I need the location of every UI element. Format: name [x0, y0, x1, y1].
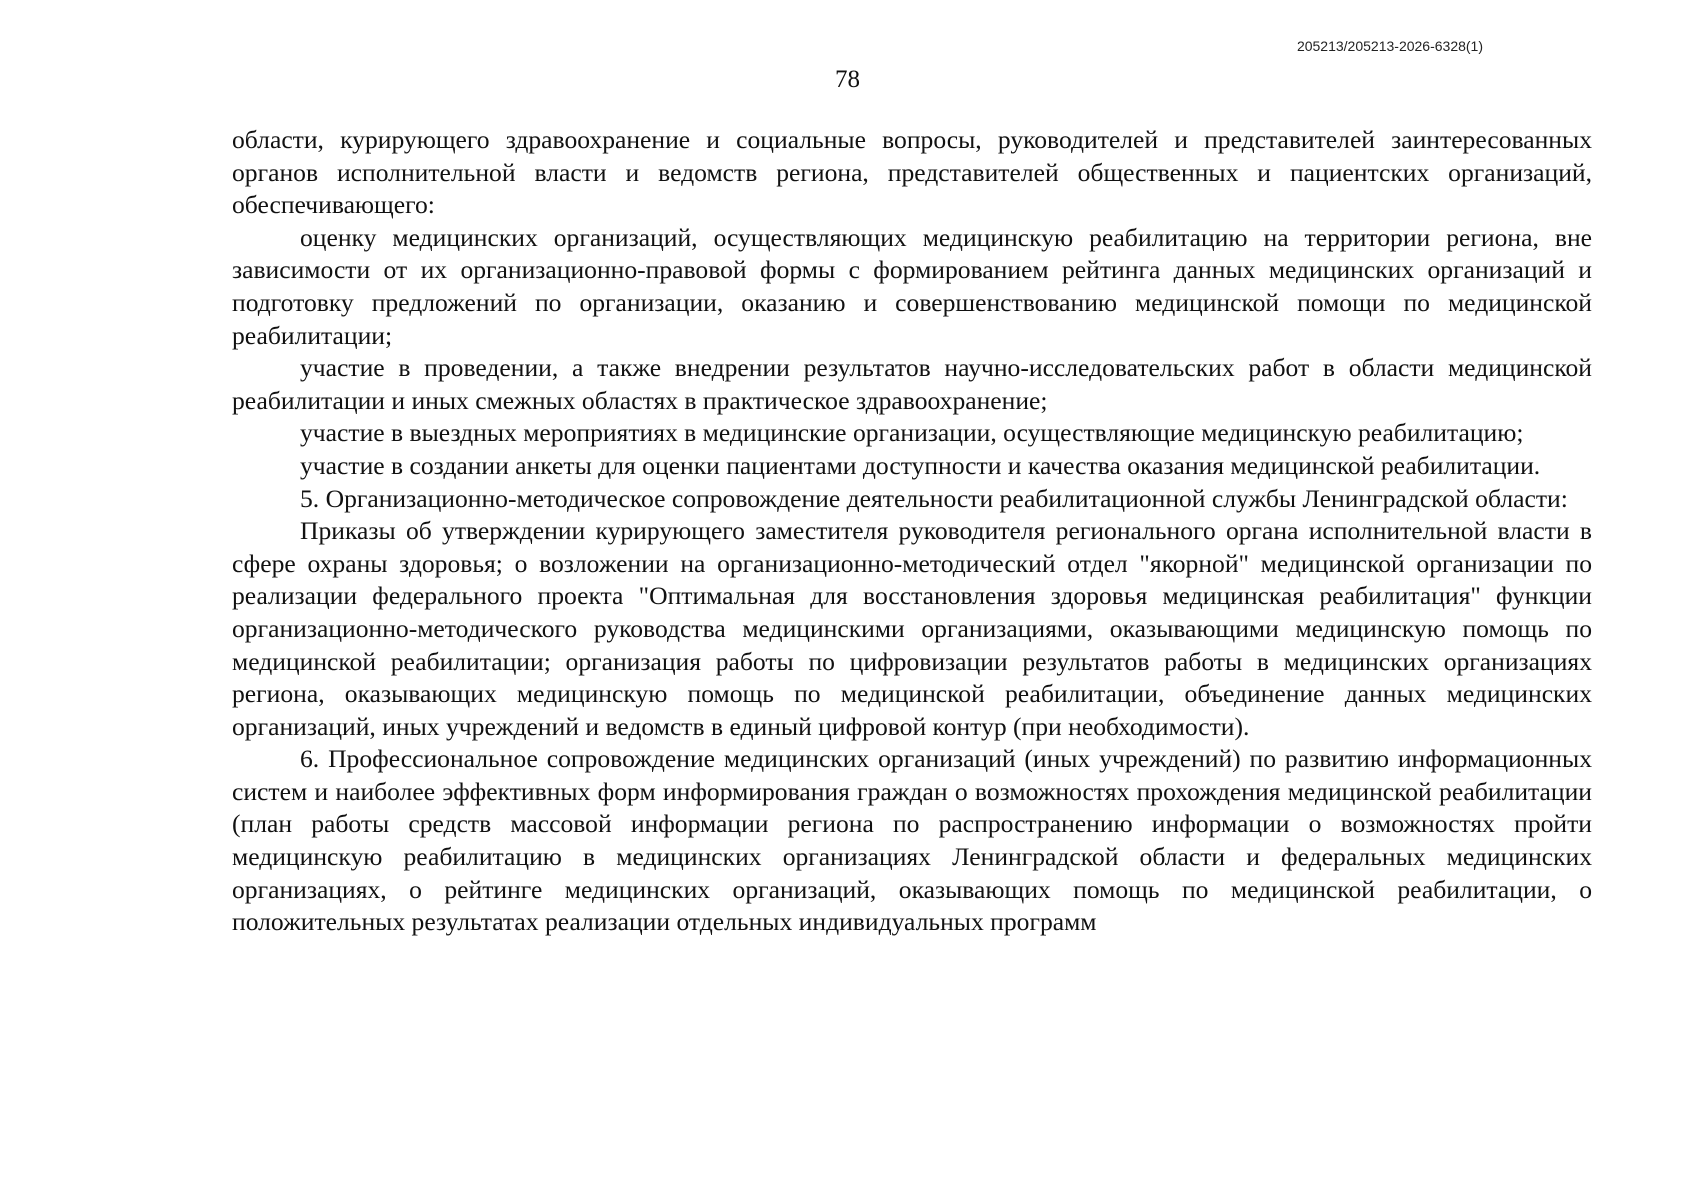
page-number: 78: [835, 66, 860, 93]
document-body: [232, 124, 1592, 939]
paragraph: оценку медицинских организаций, осуществляющих медицинскую реабилитацию на территории региона, вне зависимости от их организационно-правовой формы с формированием рейтинга данных медицинских организаций и подготовку предложений по организации, оказанию и совершенствованию медицинской помощи по медицинской реабилитации;: [232, 222, 1592, 350]
paragraph: участие в проведении, а также внедрении результатов научно-исследовательских работ в области медицинской реабилитации и иных смежных областях в практическое здравоохранение;: [232, 353, 1592, 415]
section-heading-6: 6. Профессиональное сопровождение медицинских организаций (иных учреждений) по развитию информационных систем и наиболее эффективных форм информирования граждан о возможностях прохождения медицинской реабилитации (план работы средств массовой информации региона по распространению информации о возможностях пройти медицинскую реабилитацию в медицинских организациях Ленинградской области и федеральных медицинских организациях, о рейтинге медицинских организаций, оказывающих помощь по медицинской реабилитации, о положительных результатах реализации отдельных индивидуальных программ: [232, 744, 1592, 937]
paragraph: области, курирующего здравоохранение и социальные вопросы, руководителей и представителей заинтересованных органов исполнительной власти и ведомств региона, представителей общественных и пациентских организаций, обеспечивающего:: [232, 125, 1592, 220]
section-heading-5: 5. Организационно-методическое сопровождение деятельности реабилитационной службы Ленинградской области:: [300, 483, 1568, 513]
paragraph: участие в выездных мероприятиях в медицинские организации, осуществляющие медицинскую реабилитацию;: [300, 418, 1524, 448]
paragraph: Приказы об утверждении курирующего заместителя руководителя регионального органа исполнительной власти в сфере охраны здоровья; о возложении на организационно-методический отдел "якорной" медицинской организации по реализации федерального проекта "Оптимальная для восстановления здоровья медицинская реабилитация" функции организационно-методического руководства медицинскими организациями, оказывающими медицинскую помощь по медицинской реабилитации; организация работы по цифровизации результатов работы в медицинских организациях региона, оказывающих медицинскую помощь по медицинской реабилитации, объединение данных медицинских организаций, иных учреждений и ведомств в единый цифровой контур (при необходимости).: [232, 516, 1592, 741]
document-id: 205213/205213-2026-6328(1): [1296, 38, 1483, 54]
paragraph: участие в создании анкеты для оценки пациентами доступности и качества оказания медицинской реабилитации.: [300, 450, 1541, 480]
